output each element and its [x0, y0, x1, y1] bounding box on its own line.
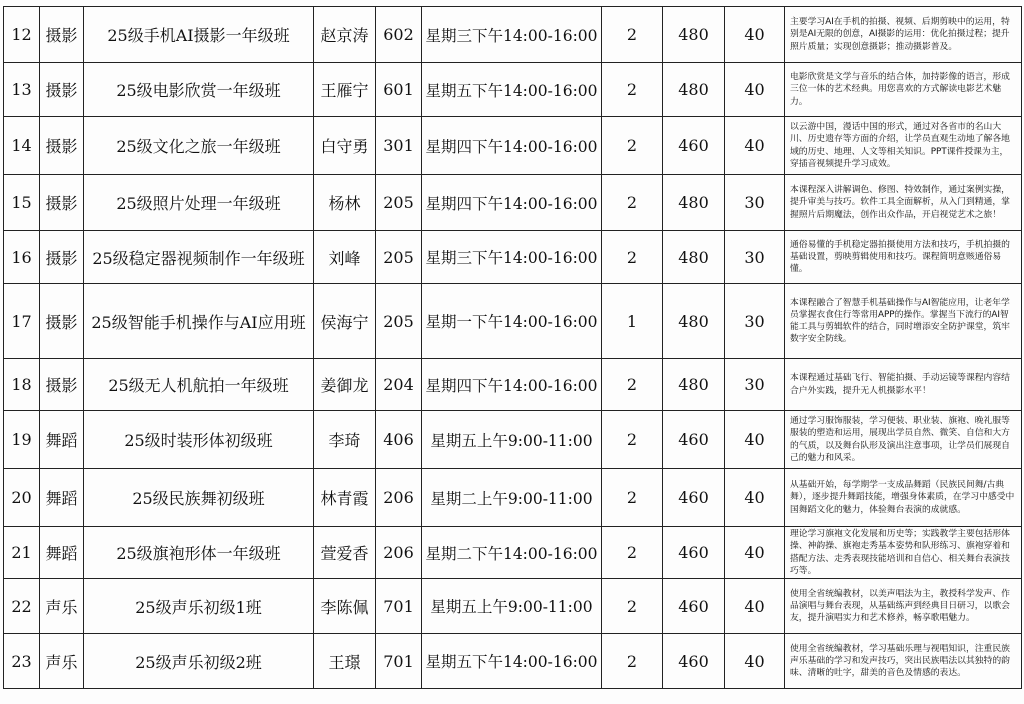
course-name-cell: 25级稳定器视频制作一年级班 — [84, 231, 314, 284]
teacher-cell: 林青霞 — [314, 469, 376, 527]
table-row — [4, 175, 1022, 231]
category-cell: 声乐 — [40, 634, 84, 689]
course-name-cell: 25级文化之旅一年级班 — [84, 117, 314, 175]
sessions-cell: 2 — [602, 175, 663, 231]
course-description-cell: 本课程融合了智慧手机基础操作与AI智能应用，让老年学员掌握衣食住行等常用APP的操作。掌握当下流行的AI智能工具与剪辑软件的结合，同时增添安全防护课堂，筑牢数字安全防线。 — [785, 284, 1022, 359]
capacity-cell: 30 — [725, 359, 785, 411]
row-number: 16 — [4, 231, 40, 284]
row-number: 23 — [4, 634, 40, 689]
course-name-cell: 25级手机AI摄影一年级班 — [84, 7, 314, 63]
schedule-time-cell: 星期四下午14:00-16:00 — [422, 175, 602, 231]
row-number: 15 — [4, 175, 40, 231]
fee-cell: 460 — [663, 117, 725, 175]
row-number: 14 — [4, 117, 40, 175]
category-cell: 声乐 — [40, 579, 84, 634]
category-cell: 舞蹈 — [40, 411, 84, 469]
sessions-cell: 2 — [602, 359, 663, 411]
teacher-cell: 赵京涛 — [314, 7, 376, 63]
fee-cell: 460 — [663, 411, 725, 469]
schedule-time-cell: 星期三下午14:00-16:00 — [422, 7, 602, 63]
capacity-cell: 40 — [725, 7, 785, 63]
row-number: 17 — [4, 284, 40, 359]
table-row — [4, 7, 1022, 63]
row-number: 13 — [4, 63, 40, 117]
fee-cell: 480 — [663, 359, 725, 411]
capacity-cell: 30 — [725, 175, 785, 231]
room-cell: 206 — [376, 527, 422, 579]
table-row — [4, 634, 1022, 689]
schedule-time-cell: 星期四下午14:00-16:00 — [422, 117, 602, 175]
capacity-cell: 40 — [725, 117, 785, 175]
room-cell: 602 — [376, 7, 422, 63]
teacher-cell: 杨林 — [314, 175, 376, 231]
teacher-cell: 萱爱香 — [314, 527, 376, 579]
room-cell: 701 — [376, 579, 422, 634]
course-description-cell: 从基础开始，每学期学一支成品舞蹈（民族民间舞/古典舞），逐步提升舞蹈技能，增强身体素质，在学习中感受中国舞蹈文化的魅力，体验舞台表演的成就感。 — [785, 469, 1022, 527]
course-description-cell: 通过学习服饰服装，学习便装、职业装、旗袍、晚礼服等服装的塑造和运用，展现出学员自然、微笑、自信和大方的气质，以及舞台队形及演出注意事项，让学员们展现自己的魅力和风采。 — [785, 411, 1022, 469]
room-cell: 205 — [376, 284, 422, 359]
table-row — [4, 411, 1022, 469]
row-number: 12 — [4, 7, 40, 63]
course-name-cell: 25级电影欣赏一年级班 — [84, 63, 314, 117]
course-name-cell: 25级无人机航拍一年级班 — [84, 359, 314, 411]
course-name-cell: 25级声乐初级2班 — [84, 634, 314, 689]
teacher-cell: 李陈佩 — [314, 579, 376, 634]
course-description-cell: 使用全省统编教材，学习基础乐理与视唱知识，注重民族声乐基础的学习和发声技巧，突出民族唱法以其独特的韵味、清晰的吐字，甜美的音色及情感的表达。 — [785, 634, 1022, 689]
course-description-cell: 使用全省统编教材，以美声唱法为主，教授科学发声、作品演唱与舞台表现，从基础练声到经典目日研习，以歌会友，提升演唱实力和艺术修养，畅享歌唱魅力。 — [785, 579, 1022, 634]
schedule-time-cell: 星期五下午14:00-16:00 — [422, 63, 602, 117]
category-cell: 摄影 — [40, 63, 84, 117]
course-description-cell: 本课程通过基础飞行、智能拍摄、手动运镜等课程内容结合户外实践，提升无人机摄影水平！ — [785, 359, 1022, 411]
room-cell: 204 — [376, 359, 422, 411]
capacity-cell: 40 — [725, 527, 785, 579]
course-description-cell: 本课程深入讲解调色、修图、特效制作，通过案例实操，提升审美与技巧。软件工具全面解析，从入门到精通，掌握照片后期魔法，创作出众作品，开启视觉艺术之旅！ — [785, 175, 1022, 231]
course-name-cell: 25级智能手机操作与AI应用班 — [84, 284, 314, 359]
fee-cell: 460 — [663, 634, 725, 689]
table-row — [4, 284, 1022, 359]
row-number: 20 — [4, 469, 40, 527]
course-name-cell: 25级旗袍形体一年级班 — [84, 527, 314, 579]
category-cell: 摄影 — [40, 117, 84, 175]
room-cell: 206 — [376, 469, 422, 527]
row-number: 19 — [4, 411, 40, 469]
course-name-cell: 25级民族舞初级班 — [84, 469, 314, 527]
course-description-cell: 电影欣赏是文学与音乐的结合体，加持影像的语言，形成三位一体的艺术经典。用您喜欢的方式解读电影艺术魅力。 — [785, 63, 1022, 117]
sessions-cell: 1 — [602, 284, 663, 359]
table-row — [4, 231, 1022, 284]
sessions-cell: 2 — [602, 117, 663, 175]
table-row — [4, 579, 1022, 634]
schedule-time-cell: 星期五上午9:00-11:00 — [422, 579, 602, 634]
teacher-cell: 王雁宁 — [314, 63, 376, 117]
category-cell: 舞蹈 — [40, 527, 84, 579]
category-cell: 摄影 — [40, 284, 84, 359]
schedule-time-cell: 星期二上午9:00-11:00 — [422, 469, 602, 527]
room-cell: 205 — [376, 231, 422, 284]
table-row — [4, 359, 1022, 411]
sessions-cell: 2 — [602, 469, 663, 527]
schedule-time-cell: 星期一下午14:00-16:00 — [422, 284, 602, 359]
fee-cell: 480 — [663, 231, 725, 284]
room-cell: 406 — [376, 411, 422, 469]
row-number: 22 — [4, 579, 40, 634]
course-description-cell: 通俗易懂的手机稳定器拍摄使用方法和技巧，手机拍摄的基础设置，剪映剪辑使用和技巧。课程简明意赅通俗易懂。 — [785, 231, 1022, 284]
fee-cell: 460 — [663, 469, 725, 527]
teacher-cell: 李琦 — [314, 411, 376, 469]
schedule-time-cell: 星期二下午14:00-16:00 — [422, 527, 602, 579]
capacity-cell: 30 — [725, 284, 785, 359]
sessions-cell: 2 — [602, 63, 663, 117]
fee-cell: 480 — [663, 175, 725, 231]
teacher-cell: 白守勇 — [314, 117, 376, 175]
row-number: 21 — [4, 527, 40, 579]
teacher-cell: 王璟 — [314, 634, 376, 689]
fee-cell: 480 — [663, 7, 725, 63]
sessions-cell: 2 — [602, 411, 663, 469]
sessions-cell: 2 — [602, 231, 663, 284]
sessions-cell: 2 — [602, 634, 663, 689]
schedule-time-cell: 星期五下午14:00-16:00 — [422, 634, 602, 689]
course-description-cell: 主要学习AI在手机的拍摄、视频、后期剪映中的运用，特别是AI无限的创意，AI摄影的运用：优化拍摄过程；提升照片质量；实现创意摄影；推动摄影普及。 — [785, 7, 1022, 63]
capacity-cell: 40 — [725, 411, 785, 469]
teacher-cell: 侯海宁 — [314, 284, 376, 359]
room-cell: 301 — [376, 117, 422, 175]
sessions-cell: 2 — [602, 579, 663, 634]
capacity-cell: 40 — [725, 579, 785, 634]
capacity-cell: 40 — [725, 469, 785, 527]
capacity-cell: 40 — [725, 63, 785, 117]
teacher-cell: 姜御龙 — [314, 359, 376, 411]
room-cell: 205 — [376, 175, 422, 231]
table-row — [4, 527, 1022, 579]
room-cell: 601 — [376, 63, 422, 117]
schedule-time-cell: 星期三下午14:00-16:00 — [422, 231, 602, 284]
capacity-cell: 40 — [725, 634, 785, 689]
table-row — [4, 117, 1022, 175]
course-table — [3, 6, 1022, 689]
schedule-time-cell: 星期四下午14:00-16:00 — [422, 359, 602, 411]
fee-cell: 460 — [663, 579, 725, 634]
category-cell: 舞蹈 — [40, 469, 84, 527]
fee-cell: 460 — [663, 527, 725, 579]
category-cell: 摄影 — [40, 7, 84, 63]
schedule-time-cell: 星期五上午9:00-11:00 — [422, 411, 602, 469]
course-table-body — [4, 7, 1022, 689]
course-name-cell: 25级照片处理一年级班 — [84, 175, 314, 231]
sessions-cell: 2 — [602, 7, 663, 63]
course-description-cell: 以云游中国，漫话中国的形式，通过对各省市的名山大川、历史遗存等方面的介绍，让学员直观生动地了解各地域的历史、地理、人文等相关知识。PPT课件授课为主，穿插音视频提升学习成效。 — [785, 117, 1022, 175]
course-description-cell: 理论学习旗袍文化发展和历史等；实践教学主要包括形体操、神韵操、旗袍走秀基本姿势和队形练习、旗袍穿着和搭配方法、走秀表现技能培训和自信心、相关舞台表演技巧等。 — [785, 527, 1022, 579]
row-number: 18 — [4, 359, 40, 411]
table-row — [4, 63, 1022, 117]
category-cell: 摄影 — [40, 359, 84, 411]
table-row — [4, 469, 1022, 527]
category-cell: 摄影 — [40, 175, 84, 231]
fee-cell: 480 — [663, 63, 725, 117]
room-cell: 701 — [376, 634, 422, 689]
category-cell: 摄影 — [40, 231, 84, 284]
course-name-cell: 25级时装形体初级班 — [84, 411, 314, 469]
course-name-cell: 25级声乐初级1班 — [84, 579, 314, 634]
sessions-cell: 2 — [602, 527, 663, 579]
fee-cell: 480 — [663, 284, 725, 359]
teacher-cell: 刘峰 — [314, 231, 376, 284]
capacity-cell: 30 — [725, 231, 785, 284]
